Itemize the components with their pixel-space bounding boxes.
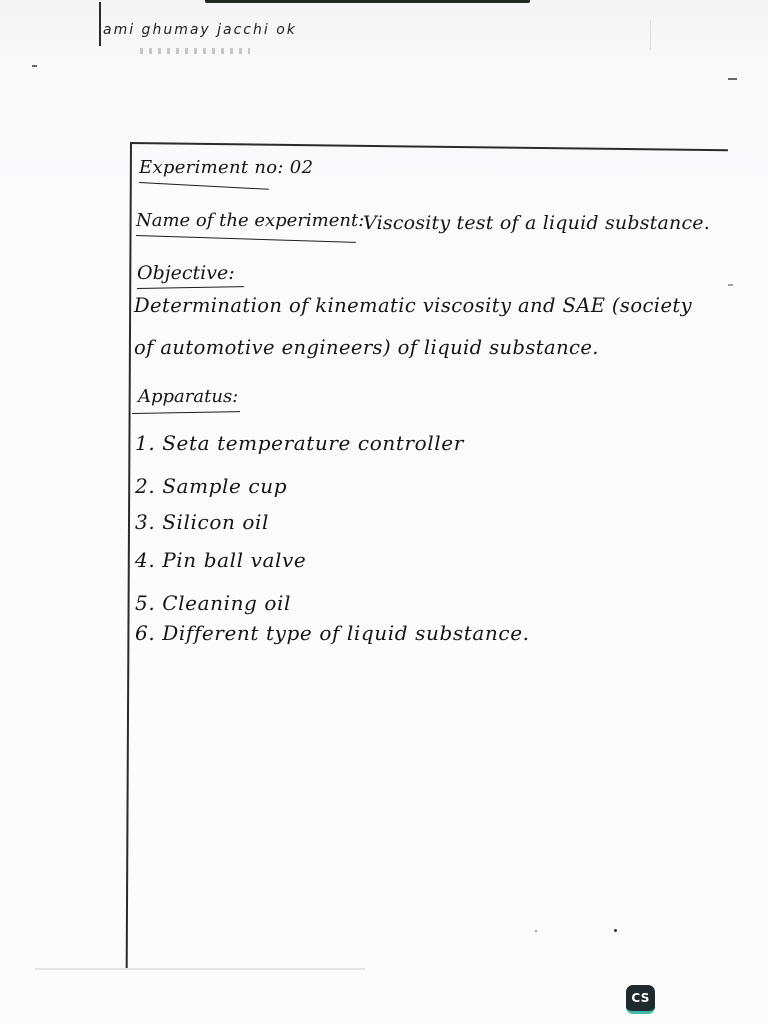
apparatus-item: 6. Different type of liquid substance.	[135, 621, 530, 645]
previous-sheet-edge	[205, 0, 530, 3]
apparatus-item: 1. Seta temperature controller	[135, 431, 464, 455]
margin-dash-left	[32, 65, 37, 67]
page-bottom-edge	[35, 968, 365, 970]
apparatus-item: 5. Cleaning oil	[135, 591, 292, 615]
top-handwritten-note: ami ghumay jacchi ok	[103, 22, 297, 38]
scan-speck	[614, 929, 617, 932]
scan-speck	[535, 930, 537, 932]
apparatus-label: Apparatus:	[138, 386, 239, 407]
experiment-name-label: Name of the experiment:	[136, 210, 365, 231]
experiment-name-value: Viscosity test of a liquid substance.	[363, 212, 710, 234]
objective-text-line-1: Determination of kinematic viscosity and SAE (society	[134, 294, 693, 317]
sheet-top-rule	[130, 142, 728, 151]
top-note-faded-text	[140, 48, 250, 54]
apparatus-item: 3. Silicon oil	[135, 510, 270, 534]
margin-dash-mid	[728, 284, 733, 286]
experiment-number: Experiment no: 02	[139, 157, 314, 178]
objective-label: Objective:	[137, 262, 235, 284]
faint-fold-line	[650, 20, 651, 50]
sheet-left-margin	[126, 142, 132, 968]
camscanner-logo-text: CS	[631, 991, 650, 1005]
camscanner-logo	[626, 985, 655, 1014]
apparatus-item: 4. Pin ball valve	[135, 548, 307, 572]
margin-dash-right	[728, 78, 737, 80]
top-margin-line	[99, 2, 101, 46]
objective-text-line-2: of automotive engineers) of liquid substance.	[134, 336, 599, 359]
apparatus-item: 2. Sample cup	[135, 474, 288, 498]
